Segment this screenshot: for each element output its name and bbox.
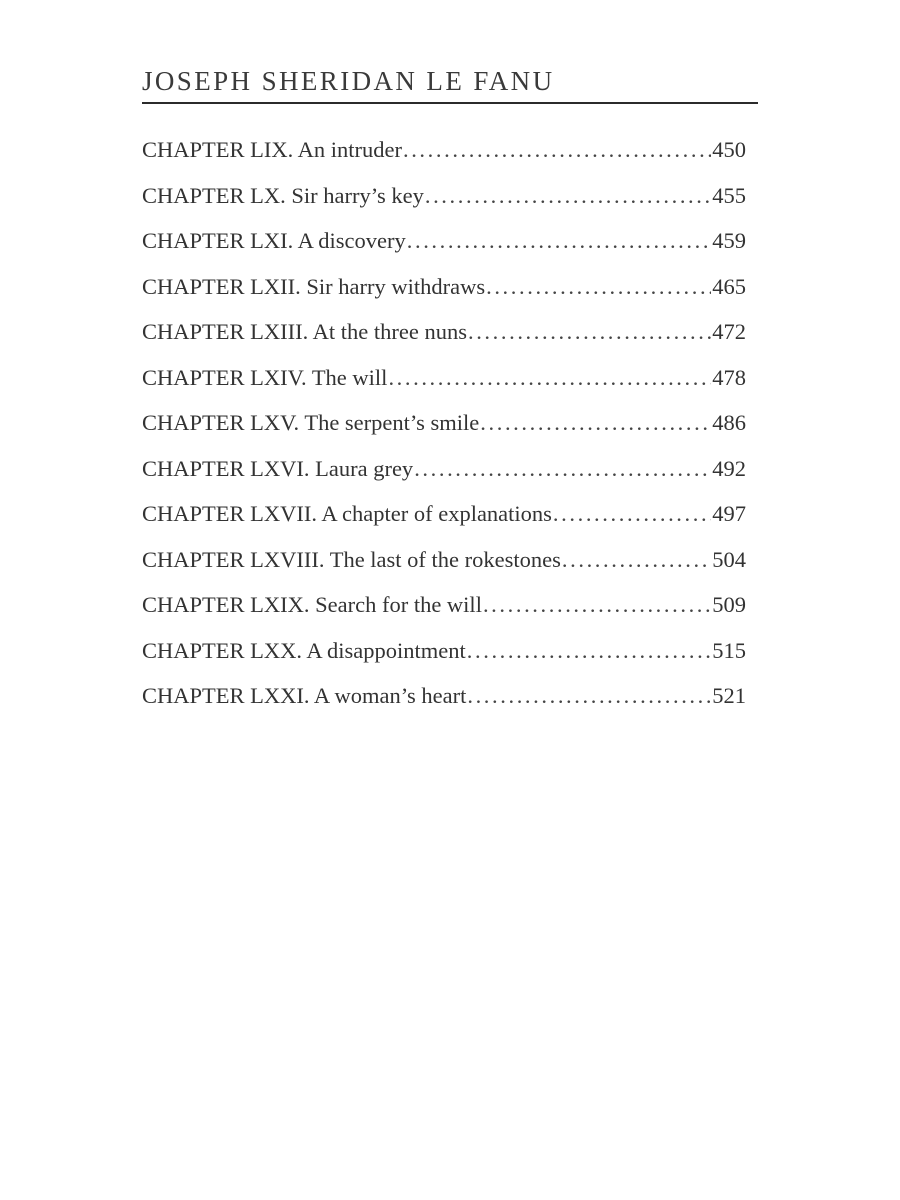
toc-entry-title: CHAPTER LXIX. Search for the will [142, 592, 482, 617]
toc-entry-page: 450 [712, 137, 746, 162]
toc-entry-title: CHAPTER LIX. An intruder [142, 137, 402, 162]
toc-entry-page: 497 [712, 501, 746, 526]
toc-entry-title: CHAPTER LXVII. A chapter of explanations [142, 501, 552, 526]
toc-entry-page: 459 [712, 228, 746, 253]
toc-entry[interactable] [142, 365, 746, 411]
toc-dot-leader [414, 456, 711, 482]
toc-entry-title: CHAPTER LX. Sir harry’s key [142, 182, 424, 208]
toc-entry-title: CHAPTER LXXI. A woman’s heart [142, 683, 467, 708]
toc-entry-page: 504 [712, 546, 746, 572]
toc-dot-leader [468, 319, 711, 345]
running-head-title: JOSEPH SHERIDAN LE FANU [142, 66, 555, 96]
toc-dot-leader [403, 137, 711, 163]
toc-dot-leader [407, 228, 712, 254]
toc-entry-page: 478 [712, 364, 746, 390]
toc-entry-page: 455 [712, 182, 746, 208]
toc-entry-title: CHAPTER LXVIII. The last of the rokestones [142, 546, 561, 572]
toc-entry-title: CHAPTER LXIV. The will [142, 364, 388, 390]
toc-entry[interactable] [142, 638, 746, 684]
toc-dot-leader [553, 501, 711, 527]
toc-entry-page: 465 [712, 273, 746, 299]
toc-dot-leader [562, 547, 711, 573]
toc-dot-leader [467, 638, 711, 664]
toc-entry[interactable] [142, 592, 746, 638]
toc-entry[interactable] [142, 501, 746, 547]
toc-entry-title: CHAPTER LXV. The serpent’s smile [142, 410, 480, 435]
toc-entry-title: CHAPTER LXVI. Laura grey [142, 455, 414, 481]
toc-entry[interactable] [142, 183, 746, 229]
toc-entry-page: 492 [712, 455, 746, 481]
table-of-contents [142, 137, 746, 729]
toc-dot-leader [480, 410, 711, 436]
toc-entry[interactable] [142, 137, 746, 183]
toc-entry-page: 486 [712, 410, 746, 435]
toc-entry-page: 515 [712, 637, 746, 663]
toc-entry[interactable] [142, 410, 746, 456]
toc-dot-leader [425, 183, 711, 209]
toc-dot-leader [388, 365, 711, 391]
toc-entry-page: 521 [712, 683, 746, 708]
running-head [142, 64, 758, 104]
toc-dot-leader [467, 683, 711, 709]
toc-entry-title: CHAPTER LXII. Sir harry withdraws [142, 273, 486, 299]
toc-dot-leader [483, 592, 711, 618]
toc-entry[interactable] [142, 547, 746, 593]
toc-entry[interactable] [142, 683, 746, 729]
toc-entry-title: CHAPTER LXIII. At the three nuns [142, 319, 467, 344]
toc-dot-leader [486, 274, 711, 300]
toc-entry[interactable] [142, 319, 746, 365]
toc-entry[interactable] [142, 274, 746, 320]
toc-entry-page: 472 [712, 319, 746, 344]
toc-entry[interactable] [142, 456, 746, 502]
toc-entry-title: CHAPTER LXI. A discovery [142, 228, 406, 253]
toc-entry-title: CHAPTER LXX. A disappointment [142, 637, 466, 663]
toc-entry[interactable] [142, 228, 746, 274]
toc-entry-page: 509 [712, 592, 746, 617]
